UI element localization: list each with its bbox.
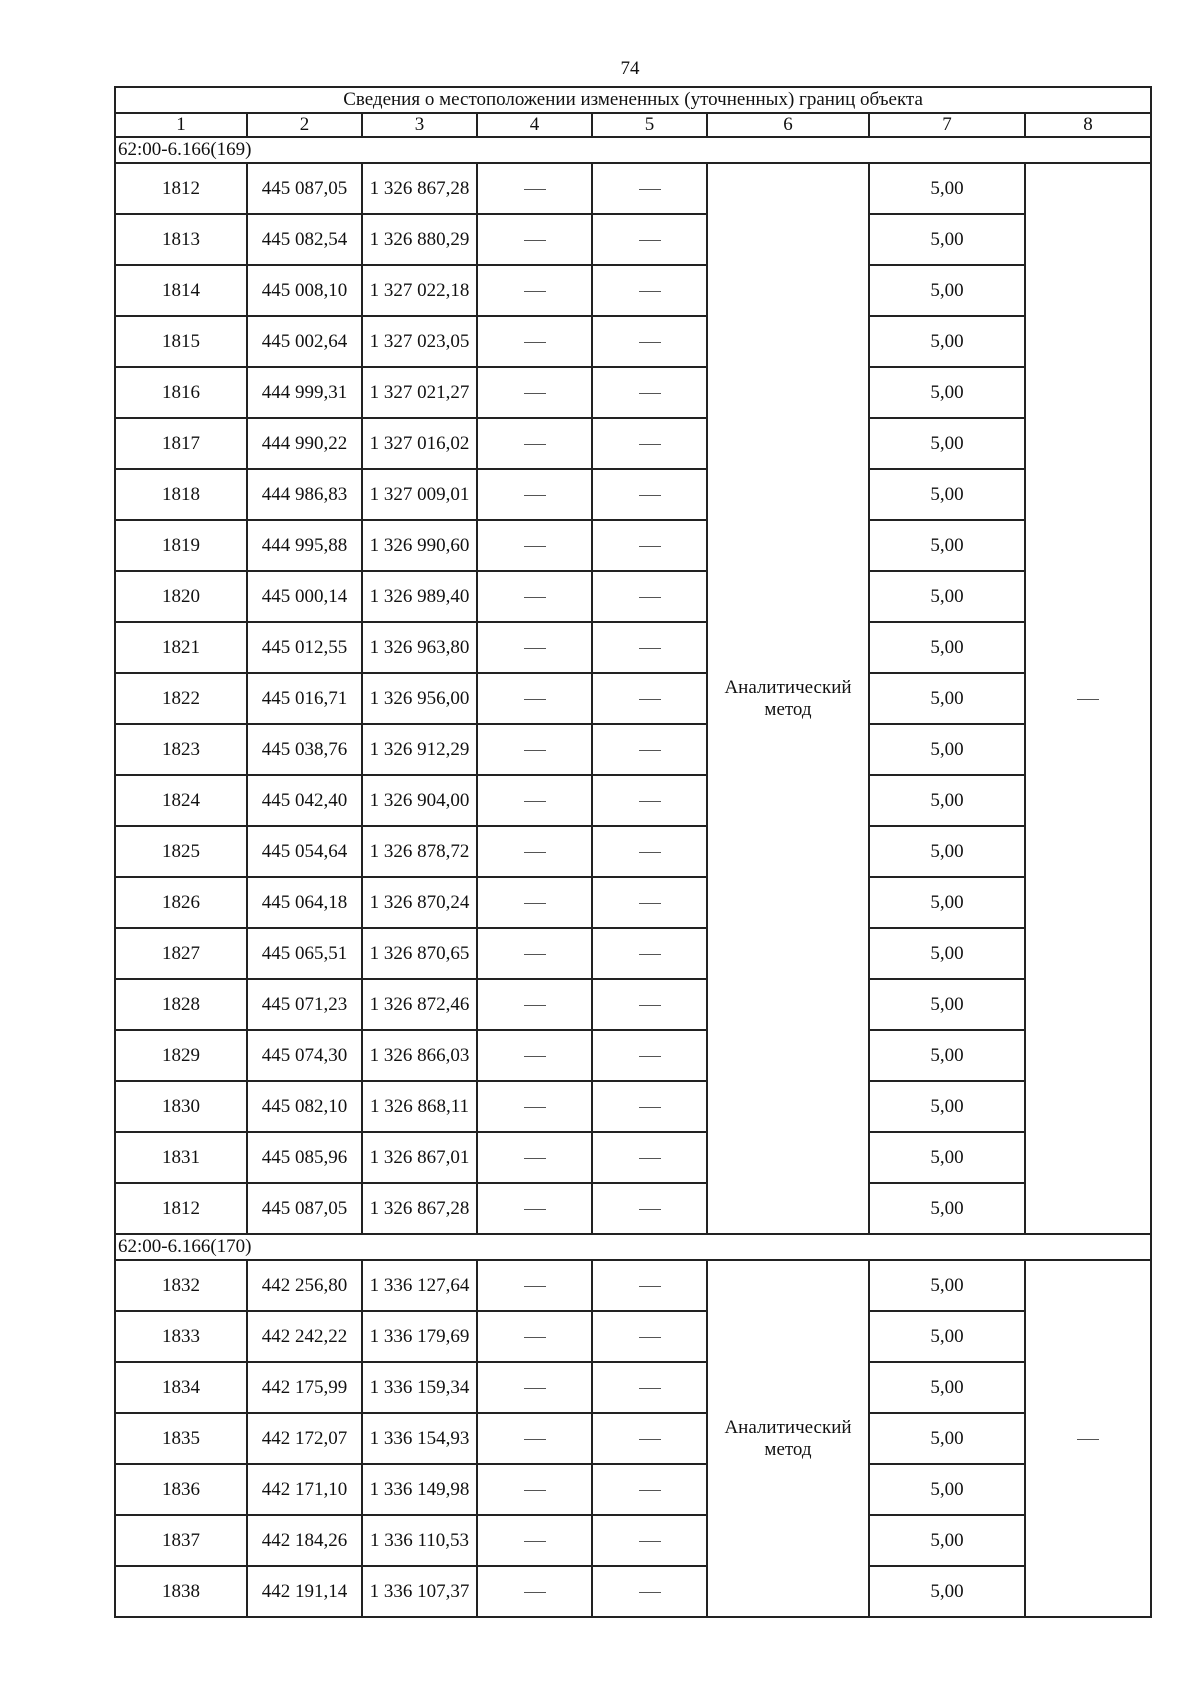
cell-c4 [477, 316, 592, 367]
method-cell [707, 1260, 869, 1617]
accuracy-value: 5,00 [869, 1030, 1025, 1081]
cell-c4 [477, 1311, 592, 1362]
point-number: 1836 [115, 1464, 247, 1515]
coordinate-x: 445 012,55 [247, 622, 362, 673]
table-row [115, 367, 1151, 418]
accuracy-value: 5,00 [869, 265, 1025, 316]
group-header-row [115, 1234, 1151, 1260]
cell-c5 [592, 265, 707, 316]
coordinate-y: 1 327 023,05 [362, 316, 477, 367]
dash-icon [524, 852, 546, 853]
point-number: 1817 [115, 418, 247, 469]
cell-c4 [477, 1183, 592, 1234]
dash-icon [1077, 1439, 1099, 1440]
column-number-3: 3 [362, 113, 477, 137]
table-row [115, 1132, 1151, 1183]
point-number: 1815 [115, 316, 247, 367]
column-number-5: 5 [592, 113, 707, 137]
cell-c4 [477, 520, 592, 571]
table-row [115, 1030, 1151, 1081]
cell-c5 [592, 1566, 707, 1617]
cell-c5 [592, 979, 707, 1030]
cell-c4 [477, 724, 592, 775]
point-number: 1838 [115, 1566, 247, 1617]
point-number: 1828 [115, 979, 247, 1030]
dash-icon [639, 1541, 661, 1542]
cell-c5 [592, 571, 707, 622]
dash-icon [524, 495, 546, 496]
page-number: 74 [620, 58, 640, 79]
cell-c4 [477, 1413, 592, 1464]
coordinate-y: 1 336 159,34 [362, 1362, 477, 1413]
dash-icon [639, 903, 661, 904]
cell-c5 [592, 1030, 707, 1081]
dash-icon [524, 1439, 546, 1440]
dash-icon [524, 342, 546, 343]
accuracy-value: 5,00 [869, 1311, 1025, 1362]
accuracy-value: 5,00 [869, 1464, 1025, 1515]
cell-c5 [592, 1183, 707, 1234]
coordinate-x: 445 038,76 [247, 724, 362, 775]
accuracy-value: 5,00 [869, 1081, 1025, 1132]
table-row [115, 826, 1151, 877]
dash-icon [524, 189, 546, 190]
coordinate-x: 442 175,99 [247, 1362, 362, 1413]
cell-c5 [592, 1132, 707, 1183]
table-row [115, 1311, 1151, 1362]
point-number: 1834 [115, 1362, 247, 1413]
accuracy-value: 5,00 [869, 163, 1025, 214]
table-body [115, 137, 1151, 1617]
dash-icon [639, 291, 661, 292]
accuracy-value: 5,00 [869, 1183, 1025, 1234]
table-row [115, 214, 1151, 265]
cell-c4 [477, 1081, 592, 1132]
dash-icon [639, 597, 661, 598]
coordinate-x: 445 042,40 [247, 775, 362, 826]
coordinate-x: 445 000,14 [247, 571, 362, 622]
dash-icon [1077, 699, 1099, 700]
table-row [115, 1183, 1151, 1234]
coordinate-x: 442 184,26 [247, 1515, 362, 1566]
table-row [115, 877, 1151, 928]
dash-icon [639, 750, 661, 751]
dash-icon [524, 903, 546, 904]
table-row [115, 622, 1151, 673]
coordinate-x: 445 082,54 [247, 214, 362, 265]
dash-icon [524, 597, 546, 598]
dash-icon [524, 699, 546, 700]
table-row [115, 1413, 1151, 1464]
cell-c5 [592, 367, 707, 418]
coordinate-y: 1 327 009,01 [362, 469, 477, 520]
accuracy-value: 5,00 [869, 1132, 1025, 1183]
cell-c5 [592, 775, 707, 826]
coordinate-y: 1 326 904,00 [362, 775, 477, 826]
coordinate-y: 1 326 870,65 [362, 928, 477, 979]
table-row [115, 928, 1151, 979]
coordinate-x: 444 995,88 [247, 520, 362, 571]
point-number: 1833 [115, 1311, 247, 1362]
accuracy-value: 5,00 [869, 1362, 1025, 1413]
dash-icon [524, 1209, 546, 1210]
coordinate-y: 1 327 021,27 [362, 367, 477, 418]
coordinate-x: 445 008,10 [247, 265, 362, 316]
coordinate-x: 442 191,14 [247, 1566, 362, 1617]
dash-icon [639, 1056, 661, 1057]
accuracy-value: 5,00 [869, 316, 1025, 367]
accuracy-value: 5,00 [869, 520, 1025, 571]
table-row [115, 1515, 1151, 1566]
accuracy-value: 5,00 [869, 775, 1025, 826]
point-number: 1830 [115, 1081, 247, 1132]
accuracy-value: 5,00 [869, 877, 1025, 928]
accuracy-value: 5,00 [869, 622, 1025, 673]
point-number: 1824 [115, 775, 247, 826]
cell-c5 [592, 826, 707, 877]
coordinate-x: 445 002,64 [247, 316, 362, 367]
dash-icon [524, 1107, 546, 1108]
coordinate-y: 1 336 110,53 [362, 1515, 477, 1566]
cell-c5 [592, 724, 707, 775]
point-number: 1835 [115, 1413, 247, 1464]
point-number: 1821 [115, 622, 247, 673]
dash-icon [524, 1337, 546, 1338]
coordinate-x: 445 074,30 [247, 1030, 362, 1081]
cell-c5 [592, 1081, 707, 1132]
point-number: 1829 [115, 1030, 247, 1081]
dash-icon [639, 1337, 661, 1338]
coordinate-y: 1 326 880,29 [362, 214, 477, 265]
accuracy-value: 5,00 [869, 1413, 1025, 1464]
accuracy-value: 5,00 [869, 1260, 1025, 1311]
dash-icon [524, 1056, 546, 1057]
coordinate-y: 1 326 870,24 [362, 877, 477, 928]
dash-icon [524, 291, 546, 292]
boundary-coordinates-table [114, 86, 1152, 1618]
cell-c4 [477, 1566, 592, 1617]
table-title: Сведения о местоположении измененных (уточненных) границ объекта [115, 87, 1151, 113]
coordinate-x: 445 064,18 [247, 877, 362, 928]
column-number-4: 4 [477, 113, 592, 137]
dash-icon [639, 1592, 661, 1593]
dash-icon [524, 1490, 546, 1491]
accuracy-value: 5,00 [869, 571, 1025, 622]
coordinate-x: 445 065,51 [247, 928, 362, 979]
point-number: 1812 [115, 163, 247, 214]
object-id: 62:00-6.166(170) [115, 1234, 1151, 1260]
coordinate-y: 1 326 878,72 [362, 826, 477, 877]
dash-icon [639, 1158, 661, 1159]
coordinate-x: 444 990,22 [247, 418, 362, 469]
table-row [115, 520, 1151, 571]
point-number: 1826 [115, 877, 247, 928]
cell-c5 [592, 1362, 707, 1413]
cell-c5 [592, 163, 707, 214]
coordinate-y: 1 326 867,28 [362, 1183, 477, 1234]
point-number: 1831 [115, 1132, 247, 1183]
cell-c4 [477, 1464, 592, 1515]
column-number-1: 1 [115, 113, 247, 137]
accuracy-value: 5,00 [869, 1566, 1025, 1617]
dash-icon [524, 1592, 546, 1593]
object-id: 62:00-6.166(169) [115, 137, 1151, 163]
coordinate-x: 445 082,10 [247, 1081, 362, 1132]
table-row [115, 1260, 1151, 1311]
cell-c4 [477, 979, 592, 1030]
accuracy-value: 5,00 [869, 928, 1025, 979]
method-cell [707, 163, 869, 1234]
coordinate-x: 442 171,10 [247, 1464, 362, 1515]
coordinate-x: 442 256,80 [247, 1260, 362, 1311]
coordinate-x: 442 172,07 [247, 1413, 362, 1464]
cell-c5 [592, 214, 707, 265]
cell-c4 [477, 163, 592, 214]
dash-icon [639, 342, 661, 343]
coordinate-y: 1 326 867,01 [362, 1132, 477, 1183]
coordinate-x: 445 085,96 [247, 1132, 362, 1183]
column-number-8: 8 [1025, 113, 1151, 137]
dash-icon [524, 648, 546, 649]
coordinate-y: 1 326 963,80 [362, 622, 477, 673]
coordinate-y: 1 326 989,40 [362, 571, 477, 622]
dash-icon [639, 1286, 661, 1287]
accuracy-value: 5,00 [869, 1515, 1025, 1566]
table-row [115, 469, 1151, 520]
accuracy-value: 5,00 [869, 418, 1025, 469]
dash-icon [639, 546, 661, 547]
method-text: Аналитический метод [724, 676, 852, 720]
coordinate-x: 442 242,22 [247, 1311, 362, 1362]
coordinate-y: 1 336 107,37 [362, 1566, 477, 1617]
dash-icon [524, 1158, 546, 1159]
point-number: 1832 [115, 1260, 247, 1311]
accuracy-value: 5,00 [869, 214, 1025, 265]
dash-icon [639, 240, 661, 241]
cell-c4 [477, 1132, 592, 1183]
point-number: 1820 [115, 571, 247, 622]
coordinate-y: 1 327 022,18 [362, 265, 477, 316]
accuracy-value: 5,00 [869, 724, 1025, 775]
point-number: 1819 [115, 520, 247, 571]
cell-c5 [592, 1515, 707, 1566]
cell-c4 [477, 1030, 592, 1081]
dash-icon [524, 393, 546, 394]
point-number: 1812 [115, 1183, 247, 1234]
dash-icon [639, 189, 661, 190]
accuracy-value: 5,00 [869, 979, 1025, 1030]
dash-icon [639, 1388, 661, 1389]
dash-icon [639, 1005, 661, 1006]
table-row [115, 418, 1151, 469]
dash-icon [524, 1286, 546, 1287]
dash-icon [524, 444, 546, 445]
table-row [115, 775, 1151, 826]
dash-icon [639, 1490, 661, 1491]
cell-c4 [477, 775, 592, 826]
dash-icon [639, 393, 661, 394]
cell-c5 [592, 928, 707, 979]
cell-c5 [592, 1311, 707, 1362]
cell-c4 [477, 1260, 592, 1311]
coordinate-y: 1 326 866,03 [362, 1030, 477, 1081]
coordinate-y: 1 326 912,29 [362, 724, 477, 775]
dash-icon [639, 1439, 661, 1440]
cell-c4 [477, 1515, 592, 1566]
column-number-6: 6 [707, 113, 869, 137]
method-text: Аналитический метод [724, 1416, 852, 1460]
dash-icon [524, 750, 546, 751]
cell-c5 [592, 1260, 707, 1311]
point-number: 1837 [115, 1515, 247, 1566]
dash-icon [639, 801, 661, 802]
point-number: 1823 [115, 724, 247, 775]
point-number: 1827 [115, 928, 247, 979]
coordinate-y: 1 326 990,60 [362, 520, 477, 571]
dash-icon [639, 648, 661, 649]
cell-c5 [592, 520, 707, 571]
dash-icon [524, 1005, 546, 1006]
coordinate-x: 445 087,05 [247, 1183, 362, 1234]
coordinate-y: 1 336 179,69 [362, 1311, 477, 1362]
table-row [115, 571, 1151, 622]
cell-c4 [477, 928, 592, 979]
point-number: 1818 [115, 469, 247, 520]
coordinate-x: 444 999,31 [247, 367, 362, 418]
column-8-cell [1025, 1260, 1151, 1617]
cell-c4 [477, 571, 592, 622]
cell-c4 [477, 877, 592, 928]
cell-c4 [477, 265, 592, 316]
accuracy-value: 5,00 [869, 673, 1025, 724]
cell-c4 [477, 622, 592, 673]
point-number: 1814 [115, 265, 247, 316]
table-row [115, 979, 1151, 1030]
cell-c4 [477, 1362, 592, 1413]
table-row [115, 1566, 1151, 1617]
cell-c5 [592, 316, 707, 367]
dash-icon [639, 852, 661, 853]
column-number-2: 2 [247, 113, 362, 137]
cell-c4 [477, 673, 592, 724]
cell-c5 [592, 877, 707, 928]
table-row [115, 1362, 1151, 1413]
point-number: 1816 [115, 367, 247, 418]
coordinate-x: 445 087,05 [247, 163, 362, 214]
accuracy-value: 5,00 [869, 469, 1025, 520]
dash-icon [639, 954, 661, 955]
dash-icon [639, 699, 661, 700]
point-number: 1813 [115, 214, 247, 265]
coordinate-y: 1 326 956,00 [362, 673, 477, 724]
cell-c4 [477, 418, 592, 469]
point-number: 1825 [115, 826, 247, 877]
column-number-7: 7 [869, 113, 1025, 137]
cell-c5 [592, 673, 707, 724]
coordinate-y: 1 336 127,64 [362, 1260, 477, 1311]
dash-icon [524, 954, 546, 955]
dash-icon [524, 1541, 546, 1542]
dash-icon [524, 240, 546, 241]
point-number: 1822 [115, 673, 247, 724]
dash-icon [524, 1388, 546, 1389]
coordinate-x: 445 071,23 [247, 979, 362, 1030]
table-row [115, 1081, 1151, 1132]
cell-c4 [477, 214, 592, 265]
cell-c5 [592, 418, 707, 469]
table-row [115, 163, 1151, 214]
coordinate-y: 1 336 149,98 [362, 1464, 477, 1515]
coordinate-y: 1 326 867,28 [362, 163, 477, 214]
dash-icon [639, 444, 661, 445]
cell-c5 [592, 1464, 707, 1515]
coordinate-x: 444 986,83 [247, 469, 362, 520]
dash-icon [639, 495, 661, 496]
cell-c4 [477, 826, 592, 877]
table-row [115, 265, 1151, 316]
cell-c5 [592, 469, 707, 520]
cell-c5 [592, 622, 707, 673]
coordinate-y: 1 326 872,46 [362, 979, 477, 1030]
accuracy-value: 5,00 [869, 826, 1025, 877]
table-row [115, 316, 1151, 367]
accuracy-value: 5,00 [869, 367, 1025, 418]
table-row [115, 1464, 1151, 1515]
table-row [115, 673, 1151, 724]
cell-c4 [477, 367, 592, 418]
dash-icon [524, 546, 546, 547]
dash-icon [639, 1107, 661, 1108]
column-number-row [115, 113, 1151, 137]
group-header-row [115, 137, 1151, 163]
cell-c5 [592, 1413, 707, 1464]
column-8-cell [1025, 163, 1151, 1234]
cell-c4 [477, 469, 592, 520]
table-row [115, 724, 1151, 775]
coordinate-y: 1 336 154,93 [362, 1413, 477, 1464]
coordinate-y: 1 327 016,02 [362, 418, 477, 469]
coordinate-x: 445 054,64 [247, 826, 362, 877]
dash-icon [524, 801, 546, 802]
dash-icon [639, 1209, 661, 1210]
coordinate-x: 445 016,71 [247, 673, 362, 724]
coordinate-y: 1 326 868,11 [362, 1081, 477, 1132]
